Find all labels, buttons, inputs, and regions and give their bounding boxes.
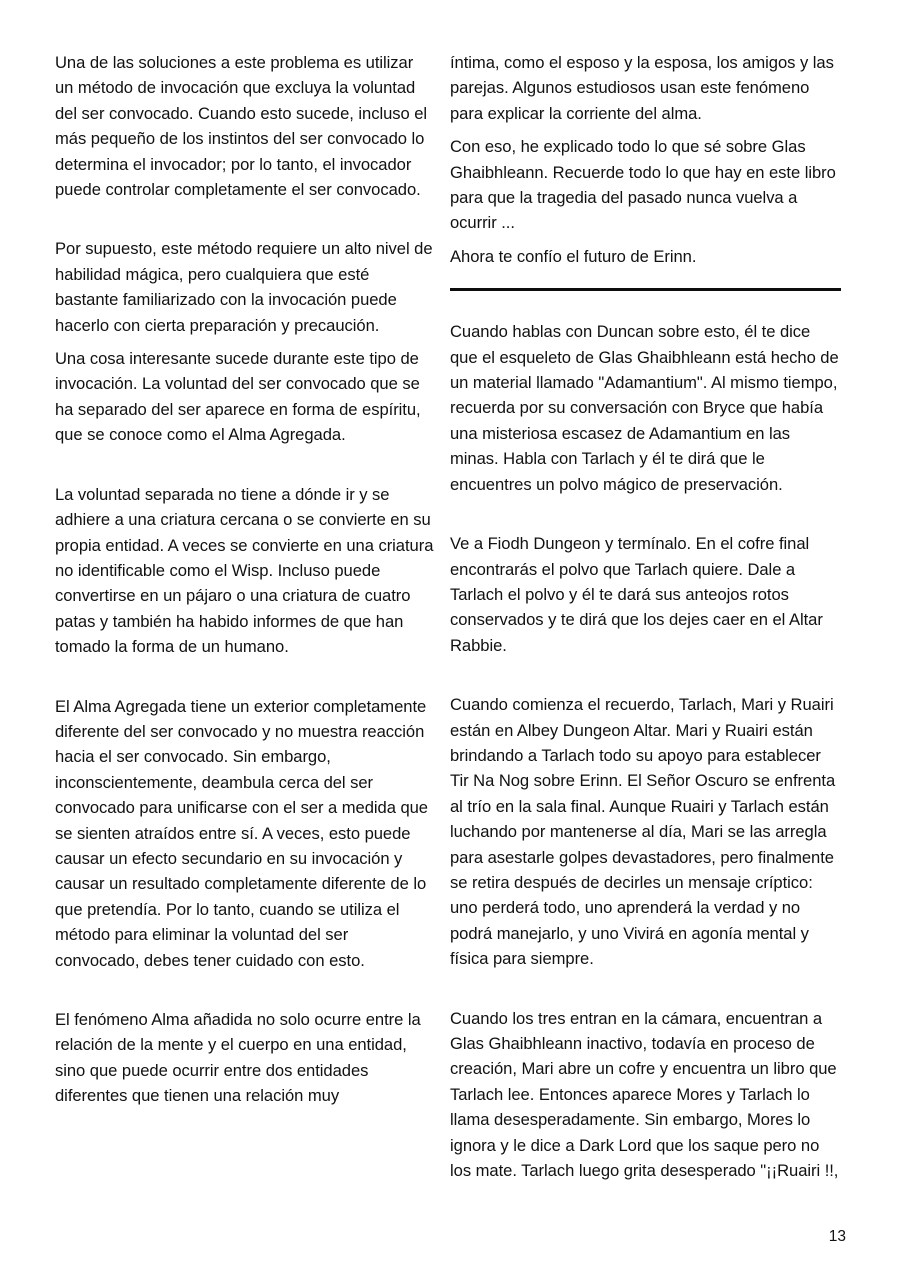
paragraph-p4: La voluntad separada no tiene a dónde ir y se adhiere a una criatura cercana o se convierte en su propia entidad. A veces se convierte en una criatura no identificable como el Wisp. Incluso puede convertirse en un pájaro o una criatura de cuatro patas y también ha habido informes de que han tomado la forma de un humano. (55, 484, 434, 657)
paragraph-p1: Una de las soluciones a este problema es utilizar un método de invocación que excluya la voluntad del ser convocado. Cuando esto sucede, incluso el más pequeño de los instintos del ser convocado lo determina el invocador; por lo tanto, el invocador puede controlar completamente el ser convocado. (55, 53, 428, 200)
left-text-column (55, 50, 435, 1109)
paragraph-p5: El Alma Agregada tiene un exterior completamente diferente del ser convocado y no muestra reacción hacia el ser convocado. Sin embargo, inconscientemente, deambula cerca del ser convocado para unificarse con el ser a medida que se sienten atraídos entre sí. A veces, esto puede causar un efecto secundario en su invocación y causar un resultado completamente diferente de lo que pretendía. Por lo tanto, cuando se utiliza el método para eliminar la voluntad del ser convocado, debes tener cuidado con esto. (55, 696, 428, 970)
paragraph-p3: Una cosa interesante sucede durante este tipo de invocación. La voluntad del ser convocado que se ha separado del ser aparece en forma de espíritu, que se conoce como el Alma Agregada. (55, 349, 421, 445)
section-divider-rule (450, 288, 841, 291)
paragraph-r2: Con eso, he explicado todo lo que sé sobre Glas Ghaibhleann. Recuerde todo lo que hay en este libro para que la tragedia del pasado nunca vuelva a ocurrir ... (450, 137, 836, 233)
paragraph-r3: Ahora te confío el futuro de Erinn. (450, 246, 697, 266)
right-text-column (450, 50, 841, 1183)
paragraph-r6: Cuando comienza el recuerdo, Tarlach, Mari y Ruairi están en Albey Dungeon Altar. Mari y Ruairi están brindando a Tarlach todo su apoyo para establecer Tir Na Nog sobre Erinn. El Señor Oscuro se enfrenta al trío en la sala final. Aunque Ruairi y Tarlach están luchando por mantenerse al día, Mari se las arregla para asestarle golpes devastadores, pero finalmente se retira después de decirles un mensaje críptico: uno perderá todo, uno aprenderá la verdad y no podrá manejarlo, y uno Vivirá en agonía mental y física para siempre. (450, 695, 836, 969)
paragraph-r7: Cuando los tres entran en la cámara, encuentran a Glas Ghaibhleann inactivo, todavía en proceso de creación, Mari abre un cofre y encuentra un libro que Tarlach lee. Entonces aparece Mores y Tarlach lo llama desesperadamente. Sin embargo, Mores lo ignora y le dice a Dark Lord que los saque pero no los mate. Tarlach luego grita desesperado "¡¡Ruairi !!, (450, 1008, 839, 1181)
paragraph-r4: Cuando hablas con Duncan sobre esto, él te dice que el esqueleto de Glas Ghaibhleann está hecho de un material llamado "Adamantium". Al mismo tiempo, recuerda por su conversación con Bryce que había una misteriosa escasez de Adamantium en las minas. Habla con Tarlach y él te dirá que le encuentres un polvo mágico de preservación. (450, 322, 839, 494)
page-number: 13 (828, 1228, 846, 1245)
paragraph-p6: El fenómeno Alma añadida no solo ocurre entre la relación de la mente y el cuerpo en una entidad, sino que puede ocurrir entre dos entidades diferentes que tienen una relación muy (55, 1010, 421, 1106)
paragraph-r1: íntima, como el esposo y la esposa, los amigos y las parejas. Algunos estudiosos usan este fenómeno para explicar la corriente del alma. (450, 53, 834, 123)
paragraph-r5: Ve a Fiodh Dungeon y termínalo. En el cofre final encontrarás el polvo que Tarlach quiere. Dale a Tarlach el polvo y él te dará sus anteojos rotos conservados y te dirá que los dejes caer en el Altar Rabbie. (450, 534, 823, 655)
paragraph-p2: Por supuesto, este método requiere un alto nivel de habilidad mágica, pero cualquiera que esté bastante familiarizado con la invocación puede hacerlo con cierta preparación y precaución. (55, 239, 433, 335)
